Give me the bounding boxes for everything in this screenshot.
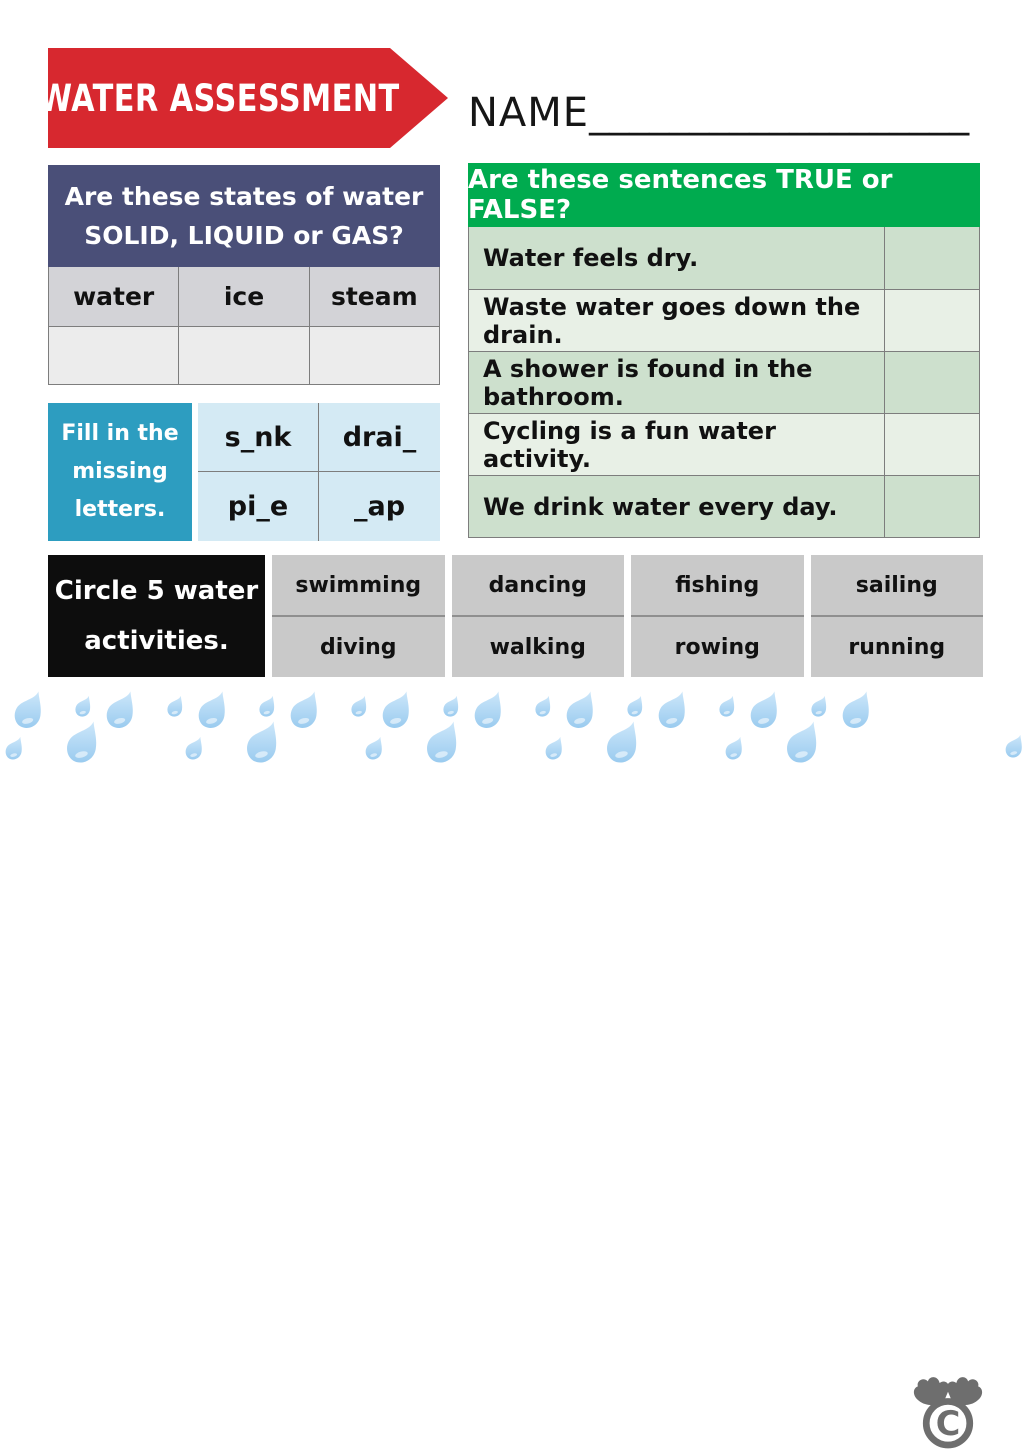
true-false-row — [469, 289, 979, 351]
sentence-text: Cycling is a fun water activity. — [483, 416, 776, 473]
activities-column — [452, 555, 625, 677]
water-drop-icon — [604, 720, 642, 767]
activity-option[interactable]: diving — [272, 617, 445, 677]
missing-letter-cell[interactable]: _ap — [319, 472, 440, 541]
activities-instruction-line1: Circle 5 water — [54, 576, 259, 606]
activity-option[interactable]: fishing — [631, 555, 804, 617]
sentence-text: We drink water every day. — [483, 492, 838, 521]
instruction-line1: Fill in the — [61, 421, 179, 446]
activity-option[interactable]: sailing — [811, 555, 984, 617]
water-drop-icon — [564, 690, 598, 732]
sentence-text: Waste water goes down the drain. — [483, 292, 861, 349]
true-false-answer-cell[interactable] — [884, 227, 979, 289]
activity-option[interactable]: swimming — [272, 555, 445, 617]
activity-option[interactable]: walking — [452, 617, 625, 677]
water-drops-decoration — [0, 686, 1024, 1443]
state-answer-cell[interactable] — [309, 327, 439, 384]
water-drop-icon — [104, 690, 138, 732]
water-drop-icon — [166, 695, 185, 719]
true-false-row — [469, 351, 979, 413]
page-title: WATER ASSESSMENT — [38, 76, 400, 120]
name-blank-line[interactable]: ___________________ — [589, 90, 970, 136]
water-drop-icon — [534, 695, 553, 719]
missing-letter-cell[interactable]: pi_e — [198, 472, 319, 541]
missing-letters-instruction — [48, 403, 192, 541]
state-answer-cell[interactable] — [49, 327, 178, 384]
activities-column — [811, 555, 984, 677]
water-drop-icon — [258, 695, 277, 719]
states-table-title — [48, 165, 440, 267]
title-banner — [38, 48, 448, 148]
moose-copyright-logo — [903, 1378, 993, 1450]
state-word-ice: ice — [178, 267, 308, 326]
states-table-body — [48, 267, 440, 385]
states-title-line2: SOLID, LIQUID or GAS? — [84, 221, 404, 250]
state-answer-cell[interactable] — [178, 327, 308, 384]
water-drop-icon — [840, 690, 874, 732]
instruction-line2: missing — [72, 459, 168, 484]
water-drop-icon — [424, 720, 462, 767]
water-drop-icon — [12, 690, 46, 732]
water-drop-icon — [626, 695, 645, 719]
water-drop-icon — [472, 690, 506, 732]
water-drop-icon — [196, 690, 230, 732]
states-of-water-table — [48, 165, 440, 385]
water-drop-icon — [4, 736, 25, 762]
water-drop-icon — [656, 690, 690, 732]
missing-letters-block — [48, 403, 440, 541]
water-drop-icon — [442, 695, 461, 719]
sentence-text: Water feels dry. — [483, 244, 699, 272]
activities-grid — [272, 555, 983, 677]
states-title-line1: Are these states of water — [64, 182, 424, 211]
activities-instruction — [48, 555, 265, 677]
missing-letter-cell[interactable]: drai_ — [319, 403, 440, 472]
water-drop-icon — [350, 695, 369, 719]
true-false-body — [468, 227, 980, 538]
true-false-answer-cell[interactable] — [884, 476, 979, 537]
instruction-line3: letters. — [74, 497, 166, 522]
water-drop-icon — [1004, 734, 1025, 760]
true-false-answer-cell[interactable] — [884, 414, 979, 475]
water-drop-icon — [544, 736, 565, 762]
water-drop-icon — [784, 720, 822, 767]
true-false-row — [469, 413, 979, 475]
sentence-text: A shower is found in the bathroom. — [483, 354, 813, 411]
state-word-water: water — [73, 282, 155, 311]
activities-instruction-line2: activities. — [84, 626, 229, 656]
name-field — [468, 90, 969, 136]
true-false-row — [469, 475, 979, 537]
water-drop-icon — [74, 695, 93, 719]
missing-letters-grid — [198, 403, 440, 541]
true-false-row — [469, 227, 979, 289]
water-drop-icon — [364, 736, 385, 762]
svg-text:C: C — [935, 1403, 961, 1443]
water-drop-icon — [64, 720, 102, 767]
water-drop-icon — [810, 695, 829, 719]
name-label: NAME — [468, 90, 590, 136]
state-word-steam: steam — [309, 267, 439, 326]
water-drop-icon — [748, 690, 782, 732]
activities-block — [48, 555, 983, 677]
activity-option[interactable]: running — [811, 617, 984, 677]
missing-letter-cell[interactable]: s_nk — [198, 403, 319, 472]
title-banner-body — [38, 48, 400, 148]
activity-option[interactable]: dancing — [452, 555, 625, 617]
true-false-answer-cell[interactable] — [884, 352, 979, 413]
states-label-row — [49, 267, 439, 327]
true-false-answer-cell[interactable] — [884, 290, 979, 351]
water-drop-icon — [244, 720, 282, 767]
water-drop-icon — [288, 690, 322, 732]
activity-option[interactable]: rowing — [631, 617, 804, 677]
true-false-title: Are these sentences TRUE or FALSE? — [468, 163, 980, 227]
water-drop-icon — [724, 736, 745, 762]
water-drop-icon — [380, 690, 414, 732]
true-false-table — [468, 163, 980, 538]
states-answer-row — [49, 327, 439, 384]
activities-column — [631, 555, 804, 677]
activities-column — [272, 555, 445, 677]
water-drop-icon — [718, 695, 737, 719]
water-drop-icon — [184, 736, 205, 762]
